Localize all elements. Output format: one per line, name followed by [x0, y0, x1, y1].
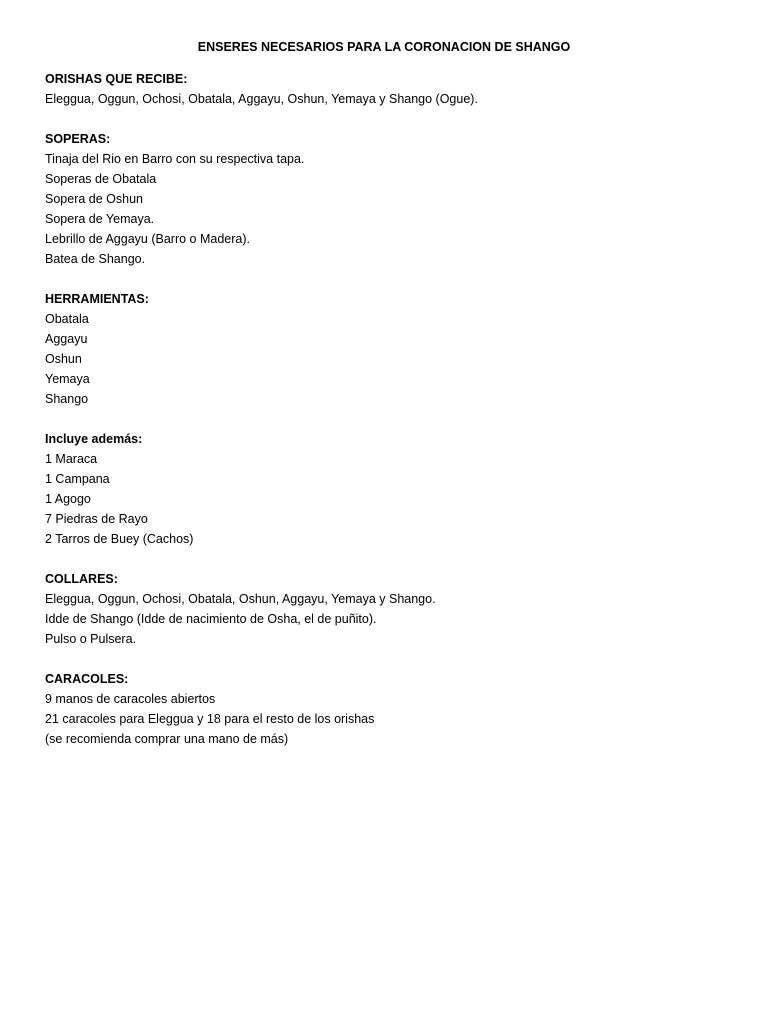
- section-lines: [45, 309, 723, 409]
- list-item: Lebrillo de Aggayu (Barro o Madera).: [45, 232, 250, 246]
- list-item: Idde de Shango (Idde de nacimiento de Osha, el de puñito).: [45, 612, 377, 626]
- list-item: 1 Campana: [45, 472, 110, 486]
- section-heading: SOPERAS:: [45, 132, 111, 146]
- section-lines: [45, 149, 723, 269]
- section-lines: [45, 589, 723, 649]
- list-item: Batea de Shango.: [45, 252, 146, 266]
- section-heading: HERRAMIENTAS:: [45, 292, 149, 306]
- list-item: Soperas de Obatala: [45, 172, 157, 186]
- list-item: Aggayu: [45, 332, 88, 346]
- list-item: Yemaya: [45, 372, 90, 386]
- list-item: (se recomienda comprar una mano de más): [45, 732, 289, 746]
- list-item: Sopera de Oshun: [45, 192, 143, 206]
- document-title: ENSERES NECESARIOS PARA LA CORONACION DE SHANGO: [197, 40, 571, 54]
- section-lines: [45, 89, 723, 109]
- list-item: 7 Piedras de Rayo: [45, 512, 148, 526]
- list-item: Oshun: [45, 352, 82, 366]
- section-1: [45, 129, 723, 269]
- section-4: [45, 569, 723, 649]
- list-item: 1 Agogo: [45, 492, 91, 506]
- list-item: Shango: [45, 392, 89, 406]
- section-heading: COLLARES:: [45, 572, 118, 586]
- section-0: [45, 69, 723, 109]
- list-item: 1 Maraca: [45, 452, 98, 466]
- section-2: [45, 289, 723, 409]
- document-body: [45, 69, 723, 749]
- section-lines: [45, 689, 723, 749]
- section-5: [45, 669, 723, 749]
- section-heading: CARACOLES:: [45, 672, 129, 686]
- section-3: [45, 429, 723, 549]
- list-item: 2 Tarros de Buey (Cachos): [45, 532, 194, 546]
- list-item: Eleggua, Oggun, Ochosi, Obatala, Oshun, Aggayu, Yemaya y Shango.: [45, 592, 436, 606]
- list-item: 21 caracoles para Eleggua y 18 para el resto de los orishas: [45, 712, 375, 726]
- list-item: Obatala: [45, 312, 89, 326]
- section-heading: Incluye además:: [45, 432, 143, 446]
- list-item: Tinaja del Rio en Barro con su respectiva tapa.: [45, 152, 305, 166]
- list-item: Eleggua, Oggun, Ochosi, Obatala, Aggayu, Oshun, Yemaya y Shango (Ogue).: [45, 92, 478, 106]
- list-item: Pulso o Pulsera.: [45, 632, 137, 646]
- section-lines: [45, 449, 723, 549]
- list-item: Sopera de Yemaya.: [45, 212, 155, 226]
- section-heading: ORISHAS QUE RECIBE:: [45, 72, 188, 86]
- list-item: 9 manos de caracoles abiertos: [45, 692, 216, 706]
